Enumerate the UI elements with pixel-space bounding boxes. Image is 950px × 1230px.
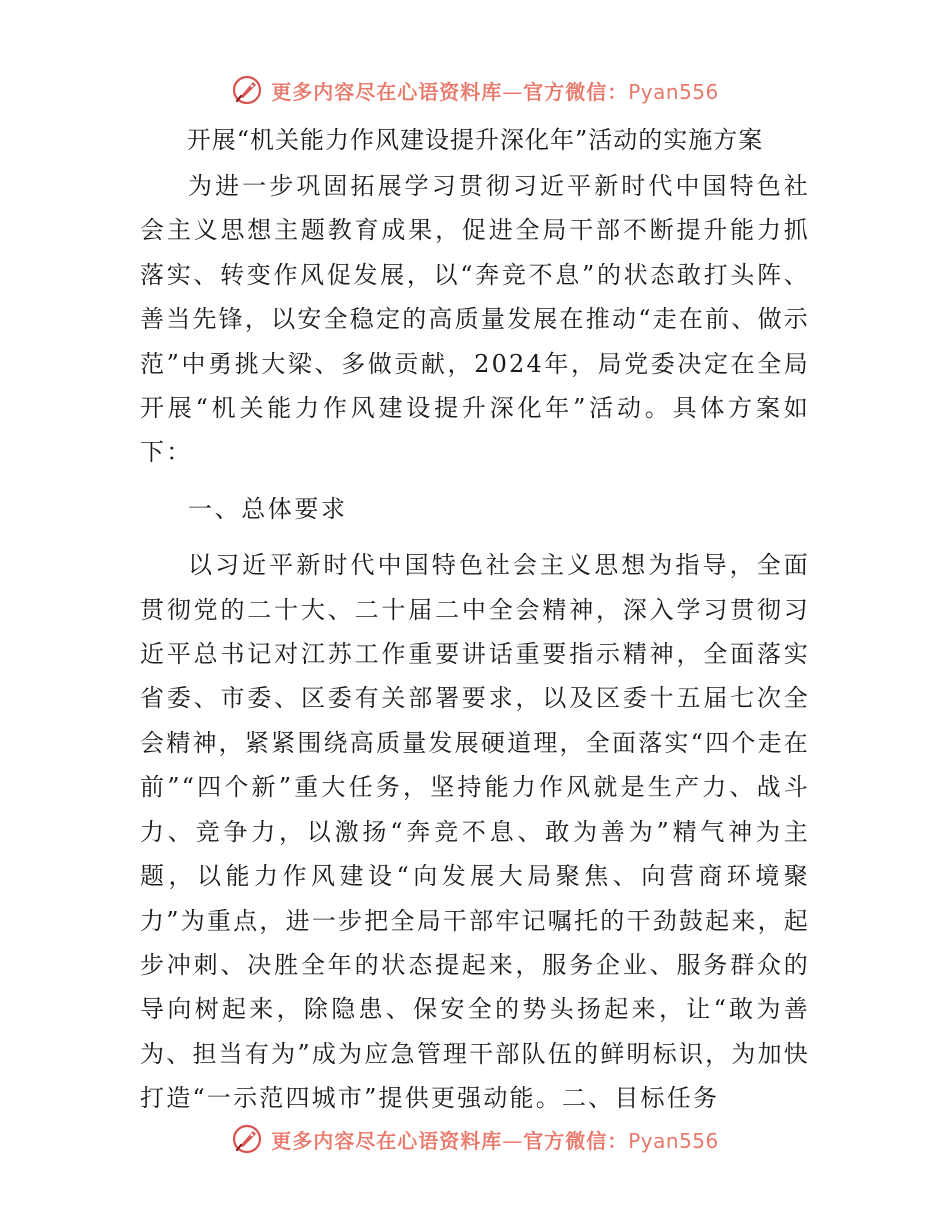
paragraph-general-requirements: 以习近平新时代中国特色社会主义思想为指导，全面贯彻党的二十大、二十届二中全会精神，深入学习贯彻习近平总书记对江苏工作重要讲话重要指示精神，全面落实省委、市委、区委有关部署要求，以及区委十五届七次全会精神，紧紧围绕高质量发展硬道理，全面落实“四个走在前”“四个新”重大任务，坚持能力作风就是生产力、战斗力、竞争力，以激扬“奔竞不息、敢为善为”精气神为主题，以能力作风建设“向发展大局聚焦、向营商环境聚力”为重点，进一步把全局干部牢记嘱托的干劲鼓起来，起步冲刺、决胜全年的状态提起来，服务企业、服务群众的导向树起来，除隐患、保安全的势头扬起来，让“敢为善为、担当有为”成为应急管理干部队伍的鲜明标识，为加快打造“一示范四城市”提供更强动能。二、目标任务 xyxy=(140,551,810,1113)
watermark-main: 更多内容尽在心语资料库 xyxy=(271,79,503,104)
watermark-id: Pyan556 xyxy=(628,79,719,104)
document-title: 开展“机关能力作风建设提升深化年”活动的实施方案 xyxy=(186,126,764,154)
watermark-header xyxy=(0,70,950,110)
watermark-text xyxy=(271,76,719,105)
quill-pen-logo-icon xyxy=(231,1123,263,1155)
document-body xyxy=(140,164,810,1121)
watermark-label: 官方微信： xyxy=(523,79,629,104)
watermark-id: Pyan556 xyxy=(628,1128,719,1153)
watermark-label: 官方微信： xyxy=(523,1128,629,1153)
watermark-dash: — xyxy=(502,79,524,104)
watermark-dash: — xyxy=(502,1128,524,1153)
section-heading-general-requirements: 一、总体要求 xyxy=(188,494,348,523)
paragraph-intro: 为进一步巩固拓展学习贯彻习近平新时代中国特色社会主义思想主题教育成果，促进全局干部不断提升能力抓落实、转变作风促发展，以“奔竞不息”的状态敢打头阵、善当先锋，以安全稳定的高质量发展在推动“走在前、做示范”中勇挑大梁、多做贡献，2024年，局党委决定在全局开展“机关能力作风建设提升深化年”活动。具体方案如下： xyxy=(140,172,810,467)
watermark-text xyxy=(271,1125,719,1154)
watermark-footer xyxy=(0,1119,950,1159)
quill-pen-logo-icon xyxy=(231,74,263,106)
watermark-main: 更多内容尽在心语资料库 xyxy=(271,1128,503,1153)
